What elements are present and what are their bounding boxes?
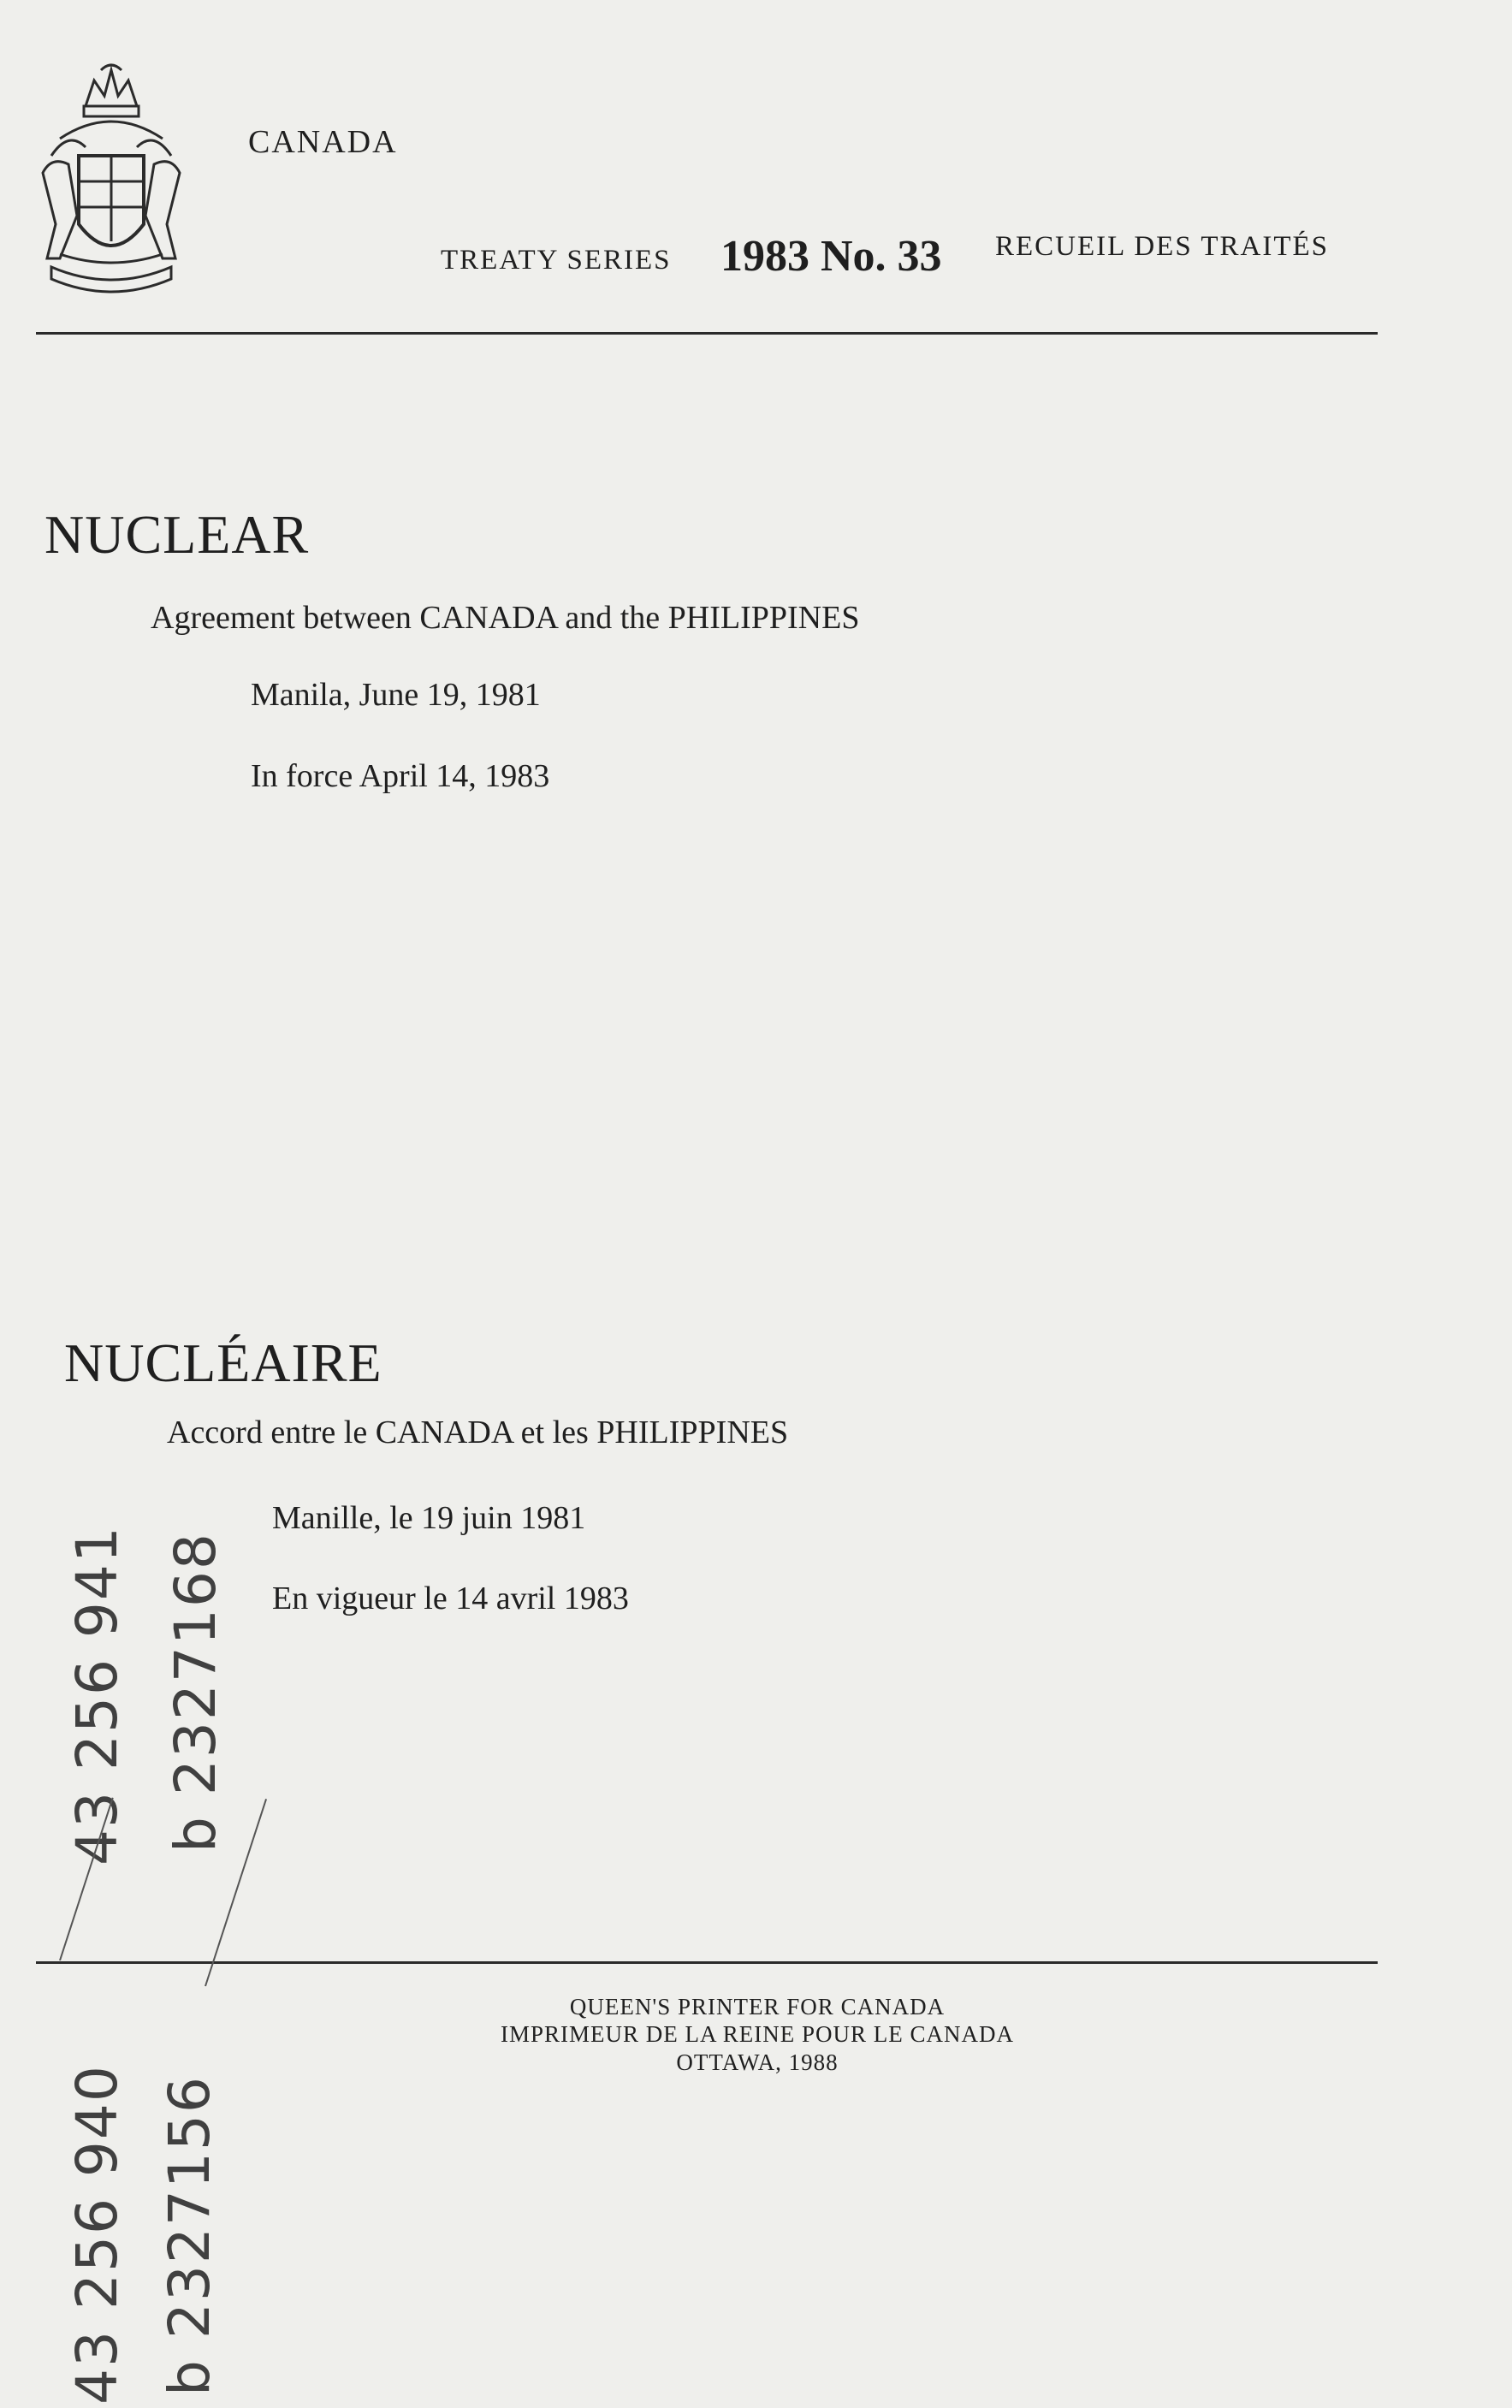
french-in-force: En vigueur le 14 avril 1983 (272, 1581, 629, 1616)
treaty-series-number: 1983 No. 33 (720, 232, 942, 281)
handwritten-number-d: b 2327168 (163, 1532, 228, 1853)
english-signed: Manila, June 19, 1981 (251, 677, 541, 713)
handwritten-number-a: 43 256 940 (64, 2064, 130, 2405)
publisher-line-1: QUEEN'S PRINTER FOR CANADA (569, 1994, 946, 2020)
recueil-label: RECUEIL DES TRAITÉS (995, 231, 1329, 262)
footer-divider (36, 1961, 1378, 1964)
coat-of-arms-icon (26, 62, 197, 298)
english-agreement: Agreement between CANADA and the PHILIPPINES (151, 600, 860, 636)
english-in-force: In force April 14, 1983 (251, 758, 550, 794)
french-agreement: Accord entre le CANADA et les PHILIPPINES (167, 1415, 789, 1450)
header-divider (36, 332, 1378, 335)
french-title: NUCLÉAIRE (64, 1332, 382, 1393)
handwritten-number-b: b 2327156 (157, 2075, 222, 2396)
english-title: NUCLEAR (44, 504, 310, 565)
publisher-line-2: IMPRIMEUR DE LA REINE POUR LE CANADA (500, 2021, 1014, 2047)
french-signed: Manille, le 19 juin 1981 (272, 1500, 586, 1536)
treaty-series-label: TREATY SERIES (441, 245, 672, 276)
handwritten-number-c: 43 256 941 (64, 1525, 130, 1865)
publisher-line-3: OTTAWA, 1988 (676, 2049, 839, 2075)
country-label: CANADA (248, 124, 398, 160)
